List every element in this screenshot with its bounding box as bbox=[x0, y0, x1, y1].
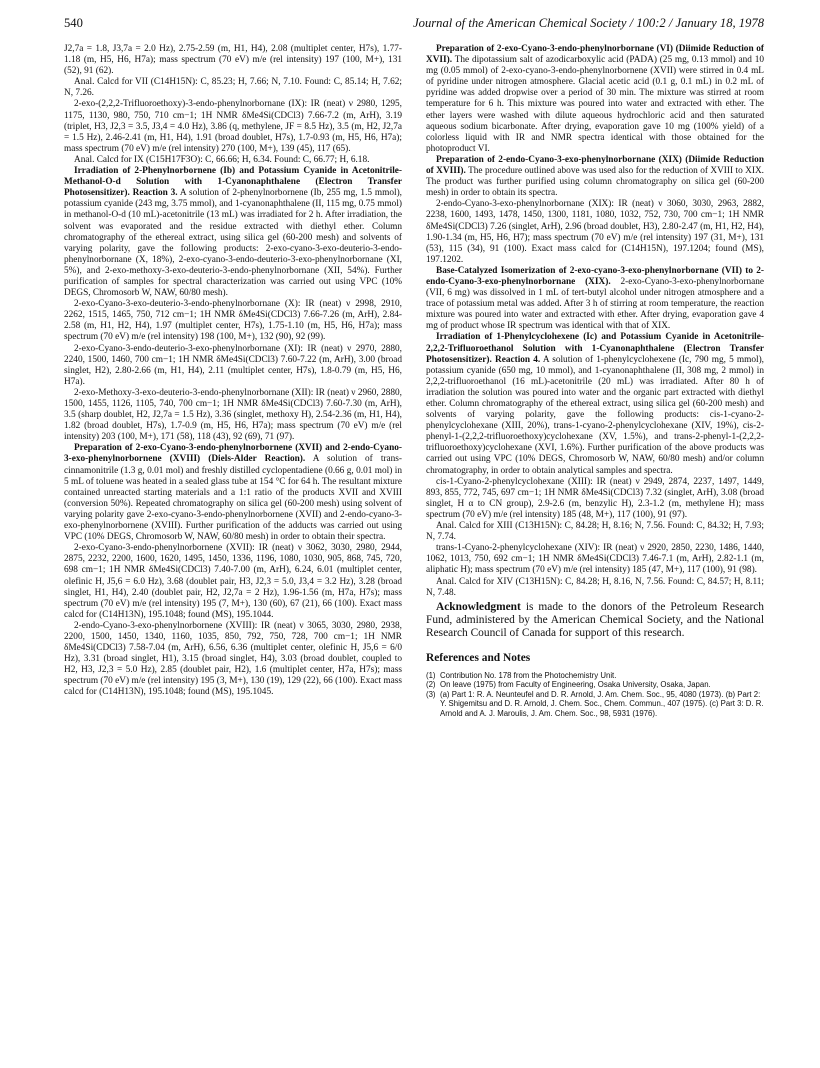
paragraph: 2-endo-Cyano-3-exo-phenylnorbornene (XVIII): IR (neat) ν 3065, 3030, 2980, 2938, 2200, 1500, 1450, 1340, 1160, 1035, 850, 792, 750, 728, 700 cm−1; 1H NMR δMe4Si(CDCl3) 7.58-7.04 (m, ArH), 6.56, 6.36 (multiplet center, olefinic H, J5,6 = 6/0 Hz), 3.31 (broad singlet, H1), 3.15 (broad singlet, H4), 3.03 (broad doublet, coupled to H2, H3, J2,3 = 5.0 Hz), 2.85 (doublet pair, H2), 1.6 (multiplet center, H7a, H7s); mass spectrum (70 eV) m/e (rel intensity) 195 (3, M+), 130 (19), 129 (22), 66 (100). Exact mass calcd for (C14H13N), 195.1048; found (MS), 195.1045. bbox=[64, 620, 402, 698]
section-paragraph: Preparation of 2-exo-Cyano-3-endo-phenylnorbornane (VI) (Diimide Reduction of XVII). The dipotassium salt of azodicarboxylic acid (PADA) (25 mg, 0.13 mmol) and 10 mg (0.05 mmol) of 2-exo-cyano-3-endo-phenylnorbornene (XVII) were stirred in 0.4 mL of pyridine under nitrogen atmosphere. Glacial acetic acid (0.1 g, 0.1 mL) in 0.2 mL of pyridine was added dropwise over a period of 30 min. The mixture was stirred at room temperature for 6 h. This mixture was poured into water and extracted with ether. The ether layers were washed with dilute aqueous hydrochloric acid and then saturated aqueous sodium bicarbonate. After drying, evaporation gave 10 mg (100% yield) of a colorless liquid with IR and NMR spectra identical with those obtained for the photoproduct VI. bbox=[426, 44, 764, 154]
reference-item bbox=[426, 680, 764, 689]
reference-text: Contribution No. 178 from the Photochemistry Unit. bbox=[440, 670, 617, 680]
reference-text: (a) Part 1: R. A. Neunteufel and D. R. Arnold, J. Am. Chem. Soc., 95, 4080 (1973). (b) Part 2: Y. Shigemitsu and D. R. Arnold, J. Chem. Soc., Chem. Commun., 407 (1975). (c) Part 3: D. R. Arnold and A. J. Maroulis, J. Am. Chem. Soc., 98, 5931 (1976). bbox=[440, 690, 764, 718]
section-heading: Preparation of 2-endo-Cyano-3-exo-phenylnorbornane (XIX) (Diimide Reduction of XVIII). bbox=[426, 154, 764, 177]
paragraph: Anal. Calcd for XIII (C13H15N): C, 84.28; H, 8.16; N, 7.56. Found: C, 84.32; H, 7.93; N, 7.74. bbox=[426, 521, 764, 543]
paragraph: Anal. Calcd for IX (C15H17F3O): C, 66.66; H, 6.34. Found: C, 66.77; H, 6.18. bbox=[74, 154, 370, 165]
right-column bbox=[426, 44, 764, 719]
paragraph: trans-1-Cyano-2-phenylcyclohexane (XIV): IR (neat) ν 2920, 2850, 2230, 1486, 1440, 1062, 1013, 750, 692 cm−1; 1H NMR δMe4Si(CDCl3) 7.46-7.1 (m, ArH), 2.82-1.1 (m, aliphatic H); mass spectrum (70 eV) m/e (rel intensity) 185 (47, M+), 117 (100), 91 (98). bbox=[426, 543, 764, 576]
paragraph: 2-endo-Cyano-3-exo-phenylnorbornane (XIX): IR (neat) ν 3060, 3030, 2963, 2882, 2238, 1600, 1493, 1478, 1450, 1300, 1181, 1080, 1032, 752, 730, 700 cm−1; 1H NMR δMe4Si(CDCl3) 7.26 (singlet, ArH), 2.96 (broad doublet, H3), 2.80-2.47 (m, H1, H2, H4), 1.90-1.34 (m, H5, H6, H7); mass spectrum (70 eV) m/e (rel intensity) 197 (31, M+), 131 (53), 115 (34), 91 (100). Exact mass calcd for (C14H15N), 197.1204; found (MS), 197.1202. bbox=[426, 199, 764, 265]
left-column bbox=[64, 44, 402, 699]
paragraph: cis-1-Cyano-2-phenylcyclohexane (XIII): IR (neat) ν 2949, 2874, 2237, 1497, 1449, 893, 855, 772, 745, 697 cm−1; 1H NMR δMe4Si(CDCl3) 7.32 (singlet, ArH), 3.08 (broad singlet, H α to CN group), 2.9-2.6 (m, benzylic H), 2.3-1.2 (m, methylene H); mass spectrum (70 eV) m/e (rel intensity) 185 (48, M+), 117 (100), 91 (97). bbox=[426, 476, 764, 520]
acknowledgment-heading: Acknowledgment bbox=[436, 600, 521, 613]
section-paragraph: Base-Catalyzed Isomerization of 2-exo-cyano-3-exo-phenylnorbornane (VII) to 2-endo-Cyano-3-exo-phenylnorbornane (XIX). 2-exo-Cyano-3-exo-phenylnorbornane (VII, 6 mg) was dissolved in 1 mL of tert-butyl alcohol under nitrogen atmosphere and a trace of potassium metal was added. After 3 h of stirring at room temperature, the reaction mixture was poured into water and extracted with ether. After drying, evaporation gave 4 mg of product whose IR spectrum was identical with that of XIX. bbox=[426, 265, 764, 332]
paragraph: 2-exo-Cyano-3-endo-deuterio-3-exo-phenylnorbornane (XI): IR (neat) ν 2970, 2880, 2240, 1500, 1460, 700 cm−1; 1H NMR δMe4Si(CDCl3) 7.60-7.22 (m, ArH), 3.00 (broad singlet, H2), 2.80-2.66 (m, H1, H4), 2.11 (multiplet center, H7s), 1.8-0.79 (m, H5, H6, H7a). bbox=[64, 343, 402, 387]
section-paragraph: Preparation of 2-exo-Cyano-3-endo-phenylnorbornene (XVII) and 2-endo-Cyano-3-exo-phenylnorbornene (XVIII) (Diels-Alder Reaction). A solution of trans-cinnamonitrile (1.3 g, 0.01 mol) and freshly distilled cyclopentadiene (0.66 g, 0.01 mol) in 5 mL of toluene was heated in a sealed glass tube at 154 °C for 64 h. The resultant mixture contained unreacted starting materials and a 1:1 ratio of the products XVII and XVIII (conversion 50%). Repeated chromatography on silica gel (60-200 mesh) using solvent of varying polarity gave 2-exo-cyano-3-endo-phenylnorbornene (XVII) and 2-endo-cyano-3-exo-phenylnorbornene (XVIII). Further purification of the adducts was carried out using VPC (10% DEGS, Chromosorb W, NAW, 60/80 mesh) in order to obtain their spectra. bbox=[64, 443, 403, 543]
reference-item bbox=[426, 690, 764, 718]
section-heading: Base-Catalyzed Isomerization of 2-exo-cyano-3-exo-phenylnorbornane (VII) to 2-endo-Cyano-3-exo-phenylnorbornane (XIX). bbox=[426, 265, 764, 287]
page-header bbox=[64, 16, 764, 36]
reference-text: On leave (1975) from Faculty of Engineering, Osaka University, Osaka, Japan. bbox=[440, 680, 711, 690]
journal-running-head: Journal of the American Chemical Society / 100:2 / January 18, 1978 bbox=[413, 16, 764, 30]
paragraph: 2-exo-Methoxy-3-exo-deuterio-3-endo-phenylnorbornane (XII): IR (neat) ν 2960, 2880, 1500, 1455, 1126, 1105, 740, 700 cm−1; 1H NMR δMe4Si(CDCl3) 7.60-7.30 (m, ArH), 3.5 (sharp doublet, H2, J2,7a = 1.5 Hz), 3.36 (singlet, methoxy H), 2.54-2.36 (m, H1, H4), 1.82 (broad doublet, H7s), 1.7-0.9 (m, H5, H6, H7a); mass spectrum (70 eV) m/e (rel intensity) 203 (100, M+), 171 (58), 118 (43), 92 (69), 71 (97). bbox=[64, 387, 402, 443]
paragraph: Anal. Calcd for XIV (C13H15N): C, 84.28; H, 8.16, N, 7.56. Found: C, 84.57; H, 8.11; N, 7.48. bbox=[426, 576, 764, 598]
section-heading: Irradiation of 2-Phenylnorbornene (Ib) and Potassium Cyanide in Acetonitrile-Methanol-O-d Solution with 1-Cyanonaphthalene (Electron Transfer Photosensitizer). Reaction 3. bbox=[64, 166, 402, 199]
references-list bbox=[426, 671, 764, 718]
reference-number: (1) bbox=[426, 670, 436, 680]
reference-number: (2) bbox=[426, 680, 436, 690]
paragraph: Anal. Calcd for VII (C14H15N): C, 85.23; H, 7.66; N, 7.10. Found: C, 85.14; H, 7.62; N, 7.26. bbox=[64, 77, 402, 99]
section-heading: Preparation of 2-exo-Cyano-3-endo-phenylnorbornene (XVII) and 2-endo-Cyano-3-exo-phenylnorbornene (XVIII) (Diels-Alder Reaction). bbox=[64, 443, 402, 465]
paragraph: 2-exo-(2,2,2-Trifluoroethoxy)-3-endo-phenylnorbornane (IX): IR (neat) ν 2980, 1295, 1175, 1130, 980, 750, 710 cm−1; 1H NMR δMe4Si(CDCl3) 7.66-7.2 (m, ArH), 3.19 (triplet, H3, J2,3 = 3.5, J3,4 = 4.0 Hz), 3.86 (q, methylene, JF = 8.5 Hz), 3.5 (m, H2, J2,7a = 1.5 Hz), 2.46-2.41 (m, H1, H4), 1.91 (broad doublet, H7s), 1.7-0.93 (m, H5, H6, H7a); mass spectrum (70 eV) m/e (rel intensity) 270 (100, M+), 139 (45), 117 (65). bbox=[64, 99, 402, 154]
reference-item bbox=[426, 671, 764, 680]
page-number: 540 bbox=[64, 16, 83, 30]
section-paragraph: Irradiation of 2-Phenylnorbornene (Ib) and Potassium Cyanide in Acetonitrile-Methanol-O-d Solution with 1-Cyanonaphthalene (Electron Transfer Photosensitizer). Reaction 3. A solution of 2-phenylnorbornene (Ib, 255 mg, 1.5 mmol), potassium cyanide (243 mg, 3.75 mmol), and 1-cyanonaphthalene (II, 115 mg, 0.75 mmol) in methanol-O-d (10 mL)-acetonitrile (13 mL) was irradiated for 2 h. After irradiation, the solvent was evaporated and the residue extracted with diethyl ether. Column chromatography of the ethereal extract, using silica gel (60-200 mesh) and solvents of varying polarity, gave the following products: 2-exo-cyano-3-exo-deuterio-3-endo-phenylnorbornane (X, 18%), 2-exo-cyano-3-endo-deuterio-3-exo-phenylnorbornane (XI, 5%), and 2-exo-methoxy-3-exo-deuterio-3-endo-phenylnorbornane (XII, 54%). Further purification of samples for spectral characterization was carried out using VPC (10% DEGS, Chromosorb W, NAW, 60/80 mesh). bbox=[64, 166, 402, 299]
paragraph: 2-exo-Cyano-3-exo-deuterio-3-endo-phenylnorbornane (X): IR (neat) ν 2998, 2910, 2262, 1515, 1465, 750, 712 cm−1; 1H NMR δMe4Si(CDCl3) 7.66-7.26 (m, ArH), 2.84-2.58 (m, H1, H2, H4), 1.97 (multiplet center, H7s), 1.75-1.10 (m, H5, H6, H7a); mass spectrum (70 eV) m/e (rel intensity) 198 (100, M+), 132 (90), 92 (99). bbox=[64, 299, 402, 343]
references-title: References and Notes bbox=[426, 651, 531, 664]
paragraph: J2,7a = 1.8, J3,7a = 2.0 Hz), 2.75-2.59 (m, H1, H4), 2.08 (multiplet center, H7s), 1.77-1.18 (m, H5, H6, H7a); mass spectrum (70 eV) m/e (rel intensity) 197 (100, M+), 131 (52), 91 (62). bbox=[64, 44, 402, 77]
acknowledgment-paragraph: Acknowledgment is made to the donors of the Petroleum Research Fund, administered by the American Chemical Society, and the National Research Council of Canada for support of this research. bbox=[426, 600, 764, 640]
paragraph: 2-exo-Cyano-3-endo-phenylnorbornene (XVII): IR (neat) ν 3062, 3030, 2980, 2944, 2875, 2232, 2200, 1600, 1620, 1495, 1450, 1336, 1196, 1080, 1030, 905, 868, 745, 720, 698 cm−1; 1H NMR δMe4Si(CDCl3) 7.40-7.00 (m, ArH), 6.24, 6.01 (multiplet center, olefinic H, J5,6 = 6.0 Hz), 3.68 (doublet pair, H3, J2,3 = 5.0, J3,4 = 3.2 Hz), 3.28 (broad singlet, H1, H4), 2.40 (doublet pair, H2, J2,7a = 2 Hz), 1.96-1.56 (m, H7a, H7s); mass spectrum (70 eV) m/e (rel intensity) 195 (7, M+), 130 (60), 67 (21), 66 (100). Exact mass calcd for (C14H13N), 195.1048; found (MS), 195.1044. bbox=[64, 543, 402, 620]
section-paragraph: Preparation of 2-endo-Cyano-3-exo-phenylnorbornane (XIX) (Diimide Reduction of XVIII). The procedure outlined above was used also for the reduction of XVIII to XIX. The product was further purified using column chromatography on silica gel (60-200 mesh) in order to obtain its spectra. bbox=[426, 154, 764, 199]
section-heading: Irradiation of 1-Phenylcyclohexene (Ic) and Potassium Cyanide in Acetonitrile-2,2,2-Trifluoroethanol Solution with 1-Cyanonaphthalene (Electron Transfer Photosensitizer). Reaction 4. bbox=[426, 332, 764, 365]
reference-number: (3) bbox=[426, 690, 436, 700]
section-paragraph: Irradiation of 1-Phenylcyclohexene (Ic) and Potassium Cyanide in Acetonitrile-2,2,2-Trifluoroethanol Solution with 1-Cyanonaphthalene (Electron Transfer Photosensitizer). Reaction 4. A solution of 1-phenylcyclohexene (Ic, 790 mg, 5 mmol), potassium cyanide (650 mg, 10 mmol), and 1-cyanonaphthalene (II, 308 mg, 2 mmol) in 2,2,2-trifluoroethanol (16 mL)-acetonitrile (20 mL) was irradiated. After 80 h of irradiation the solution was poured into water and the organic part extracted with diethyl ether. Column chromatography of the ethereal extract, using silica gel (60-200 mesh) and solvents of varying polarity, gave the following products: cis-1-cyano-2-phenylcyclohexane (XIII, 20%), trans-1-cyano-2-phenylcyclohexane (XIV, 19%), cis-2-phenyl-1-(2,2,2-trifluoroethoxy)cyclohexane (XV, 1.5%), and trans-2-phenyl-1-(2,2,2-trifluoroethoxy)cyclohexane (XVI, 1.6%). Further purification of the above products was carried out using VPC (10% DEGS, Chromosorb W, NAW, 60/80 mesh) and/or column chromatography, in order to obtain analytical samples and spectra. bbox=[426, 332, 764, 476]
section-heading: Preparation of 2-exo-Cyano-3-endo-phenylnorbornane (VI) (Diimide Reduction of XVII). bbox=[426, 44, 764, 66]
